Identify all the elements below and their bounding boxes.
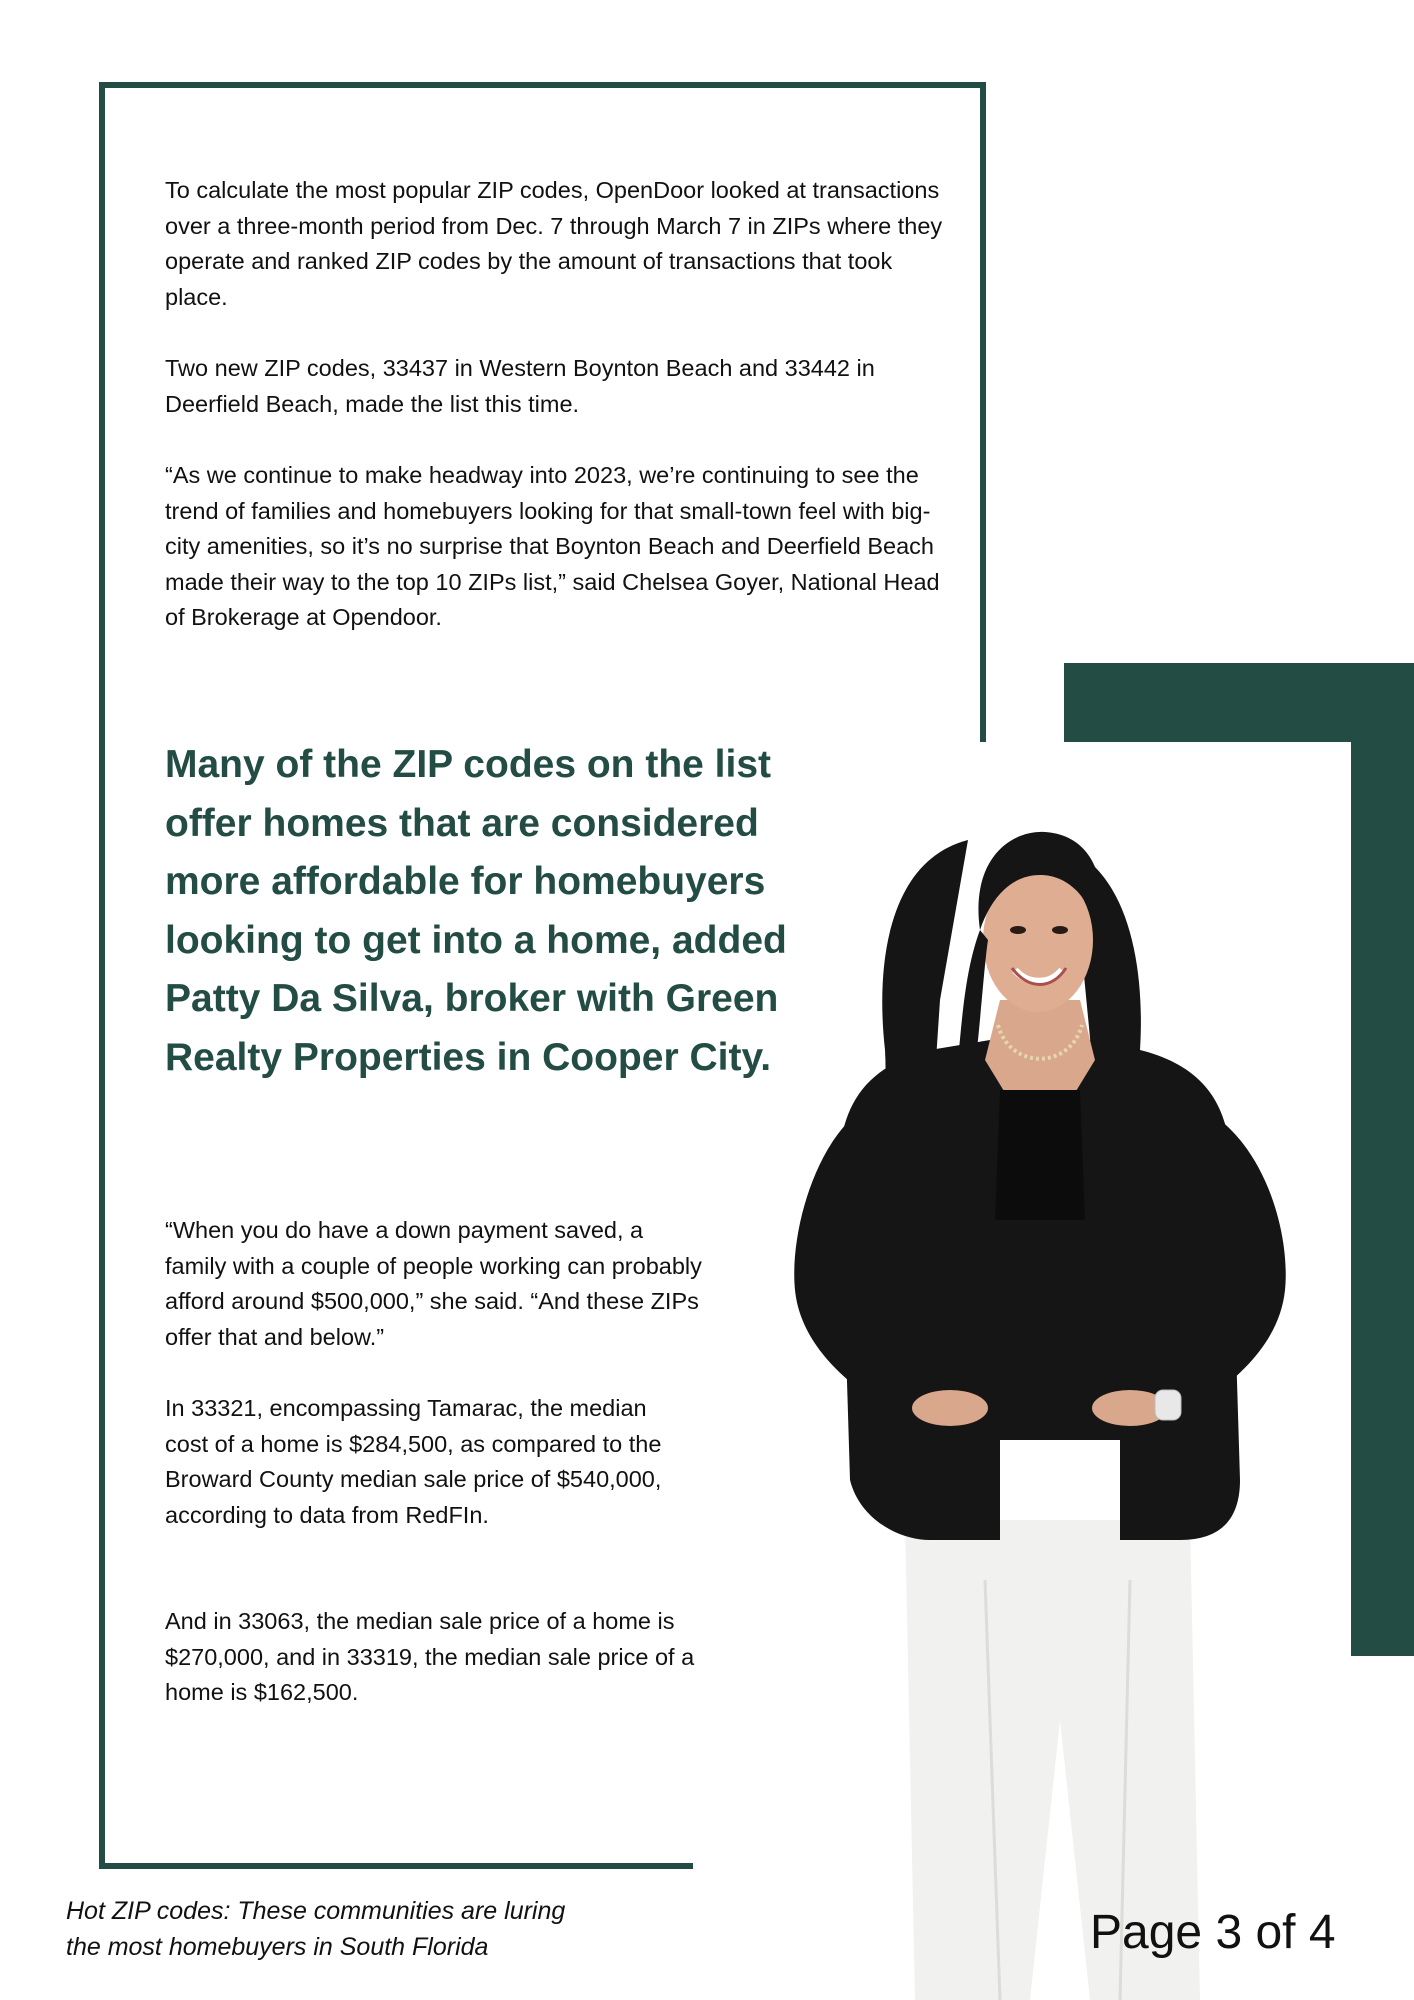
frame-left-border [99, 82, 105, 1869]
broker-portrait-photo [700, 820, 1360, 2000]
wristwatch [1155, 1390, 1181, 1420]
caption-line-1: Hot ZIP codes: These communities are luring [66, 1897, 566, 1925]
article-paragraph-2: Two new ZIP codes, 33437 in Western Boynton Beach and 33442 in Deerfield Beach, made the list this time. [165, 355, 875, 417]
left-hand [912, 1390, 988, 1426]
article-paragraph-1: To calculate the most popular ZIP codes, OpenDoor looked at transactions over a three-month period from Dec. 7 through March 7 in ZIPs where they operate and ranked ZIP codes by the amount of transactions that took place. [165, 177, 943, 310]
article-paragraph-5: In 33321, encompassing Tamarac, the median cost of a home is $284,500, as compared to the Broward County median sale price of $540,000, according to data from RedFIn. [165, 1395, 662, 1528]
page-number: Page 3 of 4 [1090, 1906, 1336, 1959]
article-paragraph-6: And in 33063, the median sale price of a home is $270,000, and in 33319, the median sale price of a home is $162,500. [165, 1608, 695, 1705]
article-paragraph-4: “When you do have a down payment saved, a family with a couple of people working can probably afford around $500,000,” she said. “And these ZIPs offer that and below.” [165, 1217, 702, 1350]
article-caption [66, 1893, 686, 1965]
article-paragraph-3: “As we continue to make headway into 2023, we’re continuing to see the trend of families and homebuyers looking for that small-town feel with big-city amenities, so it’s no surprise that Boynton Beach and Deerfield Beach made their way to the top 10 ZIPs list,” said Chelsea Goyer, National Head of Brokerage at Opendoor. [165, 462, 940, 630]
caption-line-2: the most homebuyers in South Florida [66, 1933, 489, 1961]
frame-top-border [99, 82, 986, 88]
frame-bottom-border [99, 1863, 693, 1869]
pull-quote: Many of the ZIP codes on the list offer homes that are considered more affordable for homebuyers looking to get into a home, added Patty Da Silva, broker with Green Realty Properties in Cooper City. [165, 743, 787, 1079]
frame-right-border [980, 82, 986, 742]
